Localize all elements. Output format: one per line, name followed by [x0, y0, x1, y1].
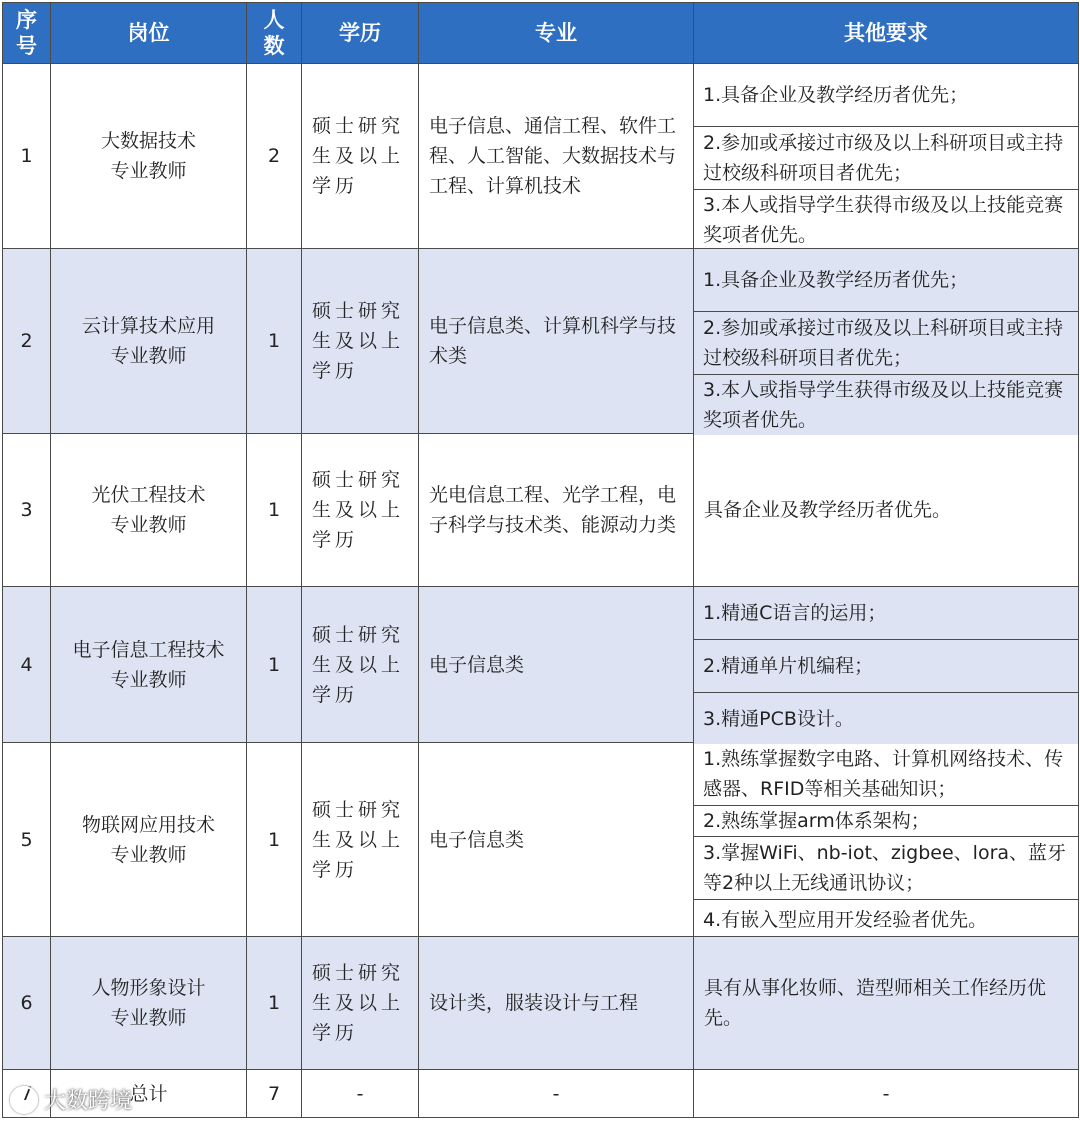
cell-education: 硕士研究生及以上学历 [302, 249, 419, 434]
requirement-item: 3.精通PCB设计。 [694, 692, 1078, 744]
position-line: 专业教师 [110, 1007, 187, 1029]
cell-no: 1 [3, 64, 51, 249]
watermark-text: 大数跨境 [44, 1089, 133, 1114]
position-line: 光伏工程技术 [91, 484, 206, 506]
header-position: 岗位 [51, 3, 247, 64]
cell-requirements [694, 587, 1079, 743]
requirement-item: 3.本人或指导学生获得市级及以上技能竞赛奖项者优先。 [694, 189, 1078, 250]
cell-education: 硕士研究生及以上学历 [302, 587, 419, 743]
total-count: 7 [247, 1070, 302, 1118]
cell-requirements [694, 64, 1079, 249]
header-requirements: 其他要求 [694, 3, 1079, 64]
position-line: 专业教师 [110, 345, 187, 367]
total-major: - [419, 1070, 694, 1118]
cell-requirements: 具备企业及教学经历者优先。 [694, 434, 1079, 587]
total-label: 总计 [51, 1070, 247, 1118]
header-major: 专业 [419, 3, 694, 64]
position-line: 专业教师 [110, 843, 187, 866]
cell-education: 硕士研究生及以上学历 [302, 743, 419, 937]
cell-position [51, 249, 247, 434]
position-line: 大数据技术 [100, 130, 196, 152]
cell-position [51, 434, 247, 587]
cell-count: 2 [247, 64, 302, 249]
cell-count: 1 [247, 249, 302, 434]
position-line: 专业教师 [110, 160, 187, 182]
recruitment-table [2, 2, 1079, 1118]
position-line: 专业教师 [110, 668, 187, 691]
cell-major: 光电信息工程、光学工程，电子科学与技术类、能源动力类 [419, 434, 694, 587]
total-education: - [302, 1070, 419, 1118]
position-line: 云计算技术应用 [81, 315, 215, 337]
table-row [3, 743, 1079, 937]
cell-no: 2 [3, 249, 51, 434]
cell-count: 1 [247, 743, 302, 937]
total-no: 7 [3, 1070, 51, 1118]
cell-education: 硕士研究生及以上学历 [302, 434, 419, 587]
requirement-item: 1.具备企业及教学经历者优先； [694, 249, 1078, 311]
cell-position [51, 64, 247, 249]
requirement-item: 2.参加或承接过市级及以上科研项目或主持过校级科研项目者优先； [694, 311, 1078, 374]
requirement-item: 3.本人或指导学生获得市级及以上技能竞赛奖项者优先。 [694, 374, 1078, 435]
position-line: 专业教师 [110, 514, 187, 536]
requirement-item: 2.熟练掌握arm体系架构； [694, 805, 1078, 836]
cell-no: 6 [3, 937, 51, 1070]
cell-no: 5 [3, 743, 51, 937]
position-line: 电子信息工程技术 [72, 638, 225, 661]
total-requirements: - [694, 1070, 1079, 1118]
cell-major: 电子信息类 [419, 743, 694, 937]
table-row [3, 587, 1079, 743]
total-row [3, 1070, 1079, 1118]
cell-requirements [694, 249, 1079, 434]
requirement-item: 2.精通单片机编程； [694, 639, 1078, 692]
table-row [3, 64, 1079, 249]
cell-position [51, 937, 247, 1070]
cell-major: 设计类，服装设计与工程 [419, 937, 694, 1070]
cell-requirements: 具有从事化妆师、造型师相关工作经历优先。 [694, 937, 1079, 1070]
requirement-item: 3.掌握WiFi、nb-iot、zigbee、lora、蓝牙等2种以上无线通讯协议； [694, 836, 1078, 899]
position-line: 人物形象设计 [91, 977, 206, 999]
cell-no: 4 [3, 587, 51, 743]
header-education: 学历 [302, 3, 419, 64]
cell-no: 3 [3, 434, 51, 587]
cell-education: 硕士研究生及以上学历 [302, 64, 419, 249]
table-row [3, 937, 1079, 1070]
position-line: 物联网应用技术 [81, 813, 215, 836]
cell-education: 硕士研究生及以上学历 [302, 937, 419, 1070]
table-header-row [3, 3, 1079, 64]
table-row [3, 249, 1079, 434]
cell-major: 电子信息、通信工程、软件工程、人工智能、大数据技术与工程、计算机技术 [419, 64, 694, 249]
requirement-item: 4.有嵌入型应用开发经验者优先。 [694, 899, 1078, 939]
header-no: 序 号 [3, 3, 51, 64]
requirement-item: 2.参加或承接过市级及以上科研项目或主持过校级科研项目者优先； [694, 126, 1078, 189]
cell-requirements [694, 743, 1079, 937]
watermark [10, 1084, 132, 1115]
requirement-item: 1.熟练掌握数字电路、计算机网络技术、传感器、RFID等相关基础知识； [703, 748, 1064, 800]
cell-count: 1 [247, 937, 302, 1070]
cell-major: 电子信息类 [419, 587, 694, 743]
requirement-item: 1.具备企业及教学经历者优先； [703, 84, 969, 106]
table-row [3, 434, 1079, 587]
requirement-item: 1.精通C语言的运用； [694, 587, 1078, 639]
header-count: 人 数 [247, 3, 302, 64]
cell-count: 1 [247, 587, 302, 743]
cell-major: 电子信息类、计算机科学与技术类 [419, 249, 694, 434]
cell-count: 1 [247, 434, 302, 587]
cell-position [51, 587, 247, 743]
cell-position [51, 743, 247, 937]
watermark-logo-icon [10, 1086, 38, 1114]
